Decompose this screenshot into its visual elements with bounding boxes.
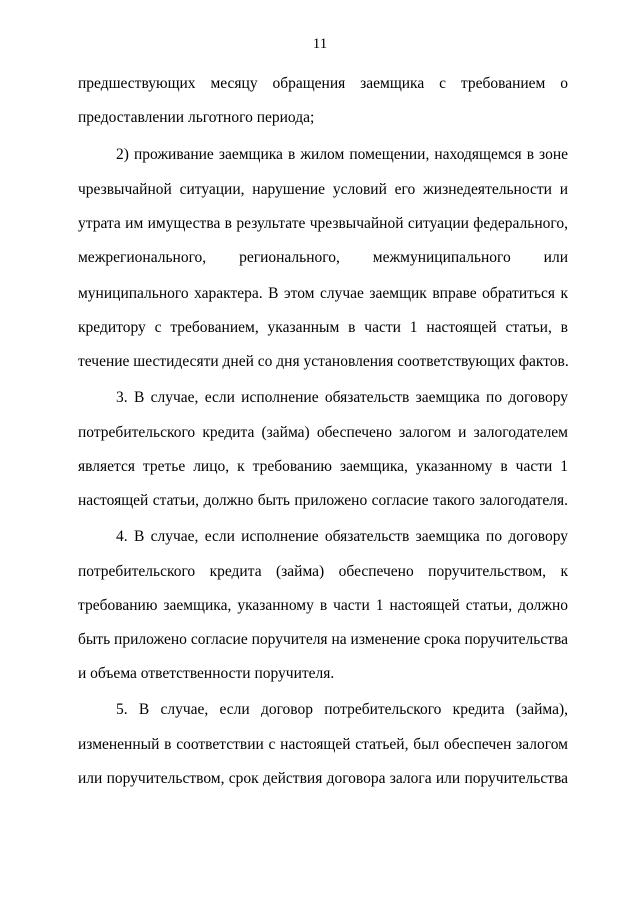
- text-line: потребительского кредита (займа) обеспечено поручительством, к: [78, 563, 568, 580]
- text-line: межрегионального, регионального, межмуниципального или: [78, 249, 568, 266]
- text-line: кредитору с требованием, указанным в части 1 настоящей статьи, в: [78, 319, 568, 336]
- text-line: является третье лицо, к требованию заемщика, указанному в части 1: [78, 458, 568, 475]
- text-line: чрезвычайной ситуации, нарушение условий его жизнедеятельности и: [78, 181, 568, 198]
- text-line: утрата им имущества в результате чрезвычайной ситуации федерального,: [78, 215, 568, 232]
- text-line: или поручительством, срок действия договора залога или поручительства: [78, 770, 568, 787]
- text-line: быть приложено согласие поручителя на изменение срока поручительства: [78, 631, 568, 648]
- text-line: предоставлении льготного периода;: [78, 109, 315, 126]
- text-line: 4. В случае, если исполнение обязательств заемщика по договору: [116, 528, 568, 545]
- text-line: и объема ответственности поручителя.: [78, 665, 335, 682]
- text-line: 5. В случае, если договор потребительского кредита (займа),: [116, 701, 568, 718]
- text-line: 3. В случае, если исполнение обязательств заемщика по договору: [116, 389, 568, 406]
- text-line: измененный в соответствии с настоящей статьей, был обеспечен залогом: [78, 736, 568, 753]
- text-line: течение шестидесяти дней со дня установления соответствующих фактов.: [78, 353, 569, 370]
- text-line: настоящей статьи, должно быть приложено согласие такого залогодателя.: [78, 492, 568, 509]
- text-line: муниципального характера. В этом случае заемщик вправе обратиться к: [78, 285, 568, 302]
- text-line: предшествующих месяцу обращения заемщика с требованием о: [78, 75, 568, 92]
- text-line: 2) проживание заемщика в жилом помещении, находящемся в зоне: [116, 146, 568, 163]
- page-number: 11: [312, 36, 328, 52]
- text-line: требованию заемщика, указанному в части 1 настоящей статьи, должно: [78, 597, 568, 614]
- text-line: потребительского кредита (займа) обеспечено залогом и залогодателем: [78, 424, 568, 441]
